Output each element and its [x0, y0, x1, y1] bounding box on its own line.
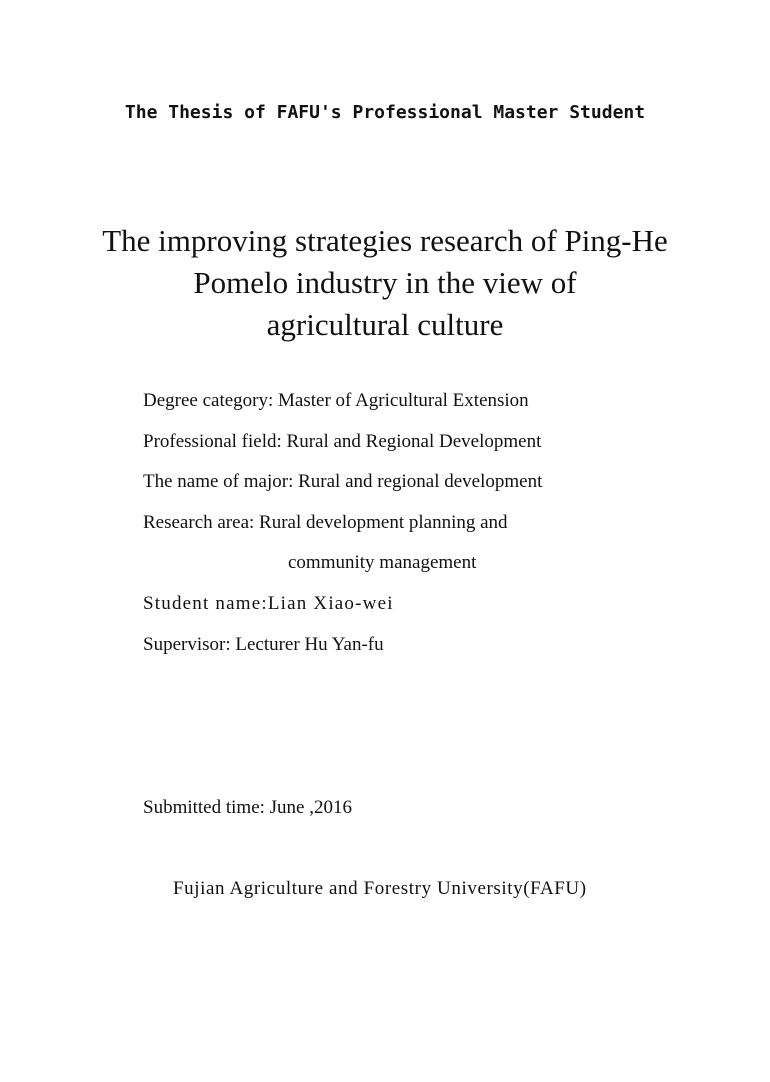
- title-line-1: The improving strategies research of Ping-He: [102, 223, 668, 258]
- research-area: Research area: Rural development planning and: [143, 512, 508, 533]
- title-line-3: agricultural culture: [266, 307, 504, 342]
- university-name: Fujian Agriculture and Forestry University(FAFU): [173, 878, 587, 899]
- major-name: The name of major: Rural and regional development: [143, 471, 543, 492]
- thesis-title: [60, 220, 710, 346]
- degree-category: Degree category: Master of Agricultural Extension: [143, 390, 529, 411]
- thesis-header: The Thesis of FAFU's Professional Master Student: [124, 102, 646, 123]
- title-line-2: Pomelo industry in the view of: [193, 265, 577, 300]
- research-area-continued: community management: [288, 552, 477, 573]
- professional-field: Professional field: Rural and Regional Development: [143, 431, 542, 452]
- submitted-time: Submitted time: June ,2016: [143, 797, 352, 818]
- student-name: Student name:Lian Xiao-wei: [143, 593, 394, 614]
- supervisor: Supervisor: Lecturer Hu Yan-fu: [143, 634, 384, 655]
